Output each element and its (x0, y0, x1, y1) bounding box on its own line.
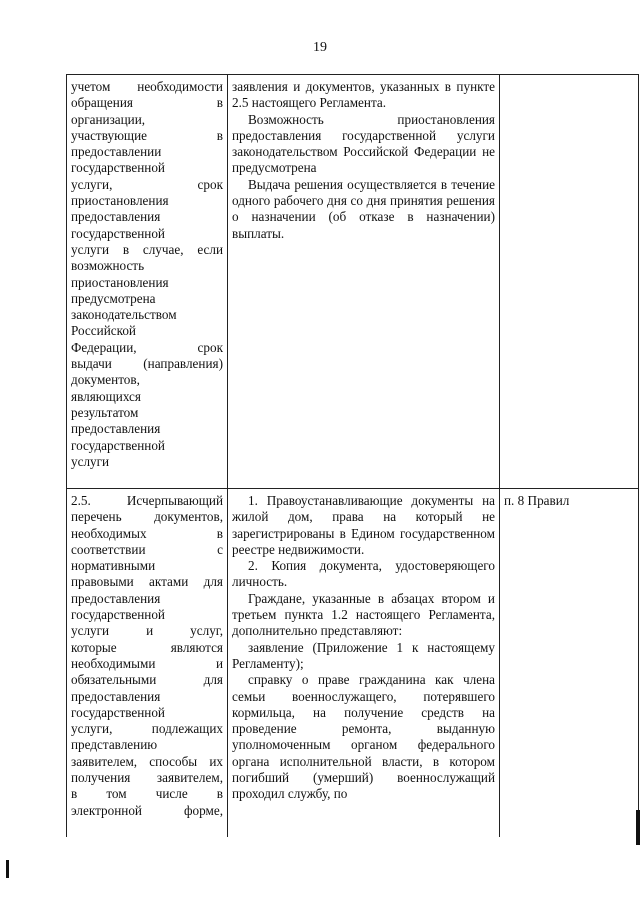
cell-line: выдачи (направления) (71, 356, 223, 372)
cell-line: услуги, подлежащих (71, 721, 223, 737)
scan-edge-mark (6, 860, 9, 878)
cell-line: документов, (71, 372, 140, 388)
paragraph: Граждане, указанные в абзацах втором и третьем пункта 1.2 настоящего Регламента, дополнительно представляют: (232, 590, 495, 639)
cell-line: необходимых в (71, 525, 223, 541)
cell-line: государственной (71, 437, 165, 453)
paragraph: 1. Правоустанавливающие документы на жилой дом, права на который не зарегистрированы в Едином государственном реестре недвижимости. (232, 493, 495, 557)
cell-line: в том числе в (71, 786, 223, 802)
page-number: 19 (313, 40, 327, 55)
cell-line: являющихся (71, 388, 141, 404)
cell-line: предоставлении (71, 144, 162, 160)
paragraph: заявление (Приложение 1 к настоящему Регламенту); (232, 639, 495, 671)
cell-line: государственной (71, 607, 165, 623)
cell-line: заявителем, способы их (71, 753, 223, 769)
paragraph: 2. Копия документа, удостоверяющего личность. (232, 558, 495, 590)
cell-line: приостановления (71, 274, 169, 290)
cell-line: нормативными (71, 558, 156, 574)
legal-basis-cell (500, 75, 639, 489)
cell-line: возможность (71, 258, 145, 274)
cell-line: обращения в (71, 95, 223, 111)
cell-line: соответствии с (71, 541, 223, 557)
cell-line: представлению (71, 737, 158, 753)
cell-line: результатом (71, 404, 139, 420)
requirement-content-cell (228, 489, 500, 838)
requirement-name-cell (67, 489, 228, 838)
cell-line: предусмотрена (71, 290, 156, 306)
cell-line: необходимыми и (71, 655, 223, 671)
cell-line: электронной форме, (71, 802, 223, 818)
cell-line: которые являются (71, 639, 223, 655)
paragraph: Выдача решения осуществляется в течение одного рабочего дня со дня принятия решения о назначении (об отказе в назначении) выплаты. (232, 176, 495, 241)
scan-edge-mark (636, 810, 640, 845)
cell-line: законодательством (71, 307, 177, 323)
cell-line: предоставления (71, 421, 161, 437)
cell-line: услуги в случае, если (71, 241, 223, 257)
legal-basis-cell: п. 8 Правил (500, 489, 639, 838)
paragraph: Возможность приостановления предоставления государственной услуги законодательством Российской Федерации не предусмотрена (232, 111, 495, 176)
cell-line: обязательными для (71, 672, 223, 688)
requirement-name-cell (67, 75, 228, 489)
cell-line: участвующие в (71, 127, 223, 143)
cell-line: организации, (71, 111, 146, 127)
paragraph: справку о праве гражданина как члена семьи военнослужащего, потерявшего кормильца, на получение средств на проведение ремонта, выданную уполномоченным органом федерального органа исполнительной власти, в котором погибший (умерший) военнослужащий проходил службу, по (232, 672, 495, 802)
requirement-content-cell (228, 75, 500, 489)
cell-line: правовыми актами для (71, 574, 223, 590)
table-row (67, 75, 639, 489)
cell-line: государственной (71, 225, 165, 241)
cell-line: предоставления (71, 688, 161, 704)
cell-line: учетом необходимости (71, 79, 223, 94)
cell-line: Федерации, срок (71, 339, 223, 355)
cell-line: предоставления (71, 209, 161, 225)
cell-line: государственной (71, 704, 165, 720)
cell-line: предоставления (71, 590, 161, 606)
cell-line: услуги и услуг, (71, 623, 223, 639)
cell-line: услуги, срок (71, 176, 223, 192)
cell-line: получения заявителем, (71, 770, 223, 786)
cell-line: 2.5. Исчерпывающий (71, 493, 223, 508)
cell-line: перечень документов, (71, 509, 223, 525)
cell-line: государственной (71, 160, 165, 176)
regulation-table (66, 74, 639, 837)
cell-line: Российской (71, 323, 136, 339)
table-row (67, 489, 639, 838)
paragraph: заявления и документов, указанных в пункте 2.5 настоящего Регламента. (232, 79, 495, 111)
cell-line: услуги (71, 453, 110, 469)
cell-line: приостановления (71, 193, 169, 209)
